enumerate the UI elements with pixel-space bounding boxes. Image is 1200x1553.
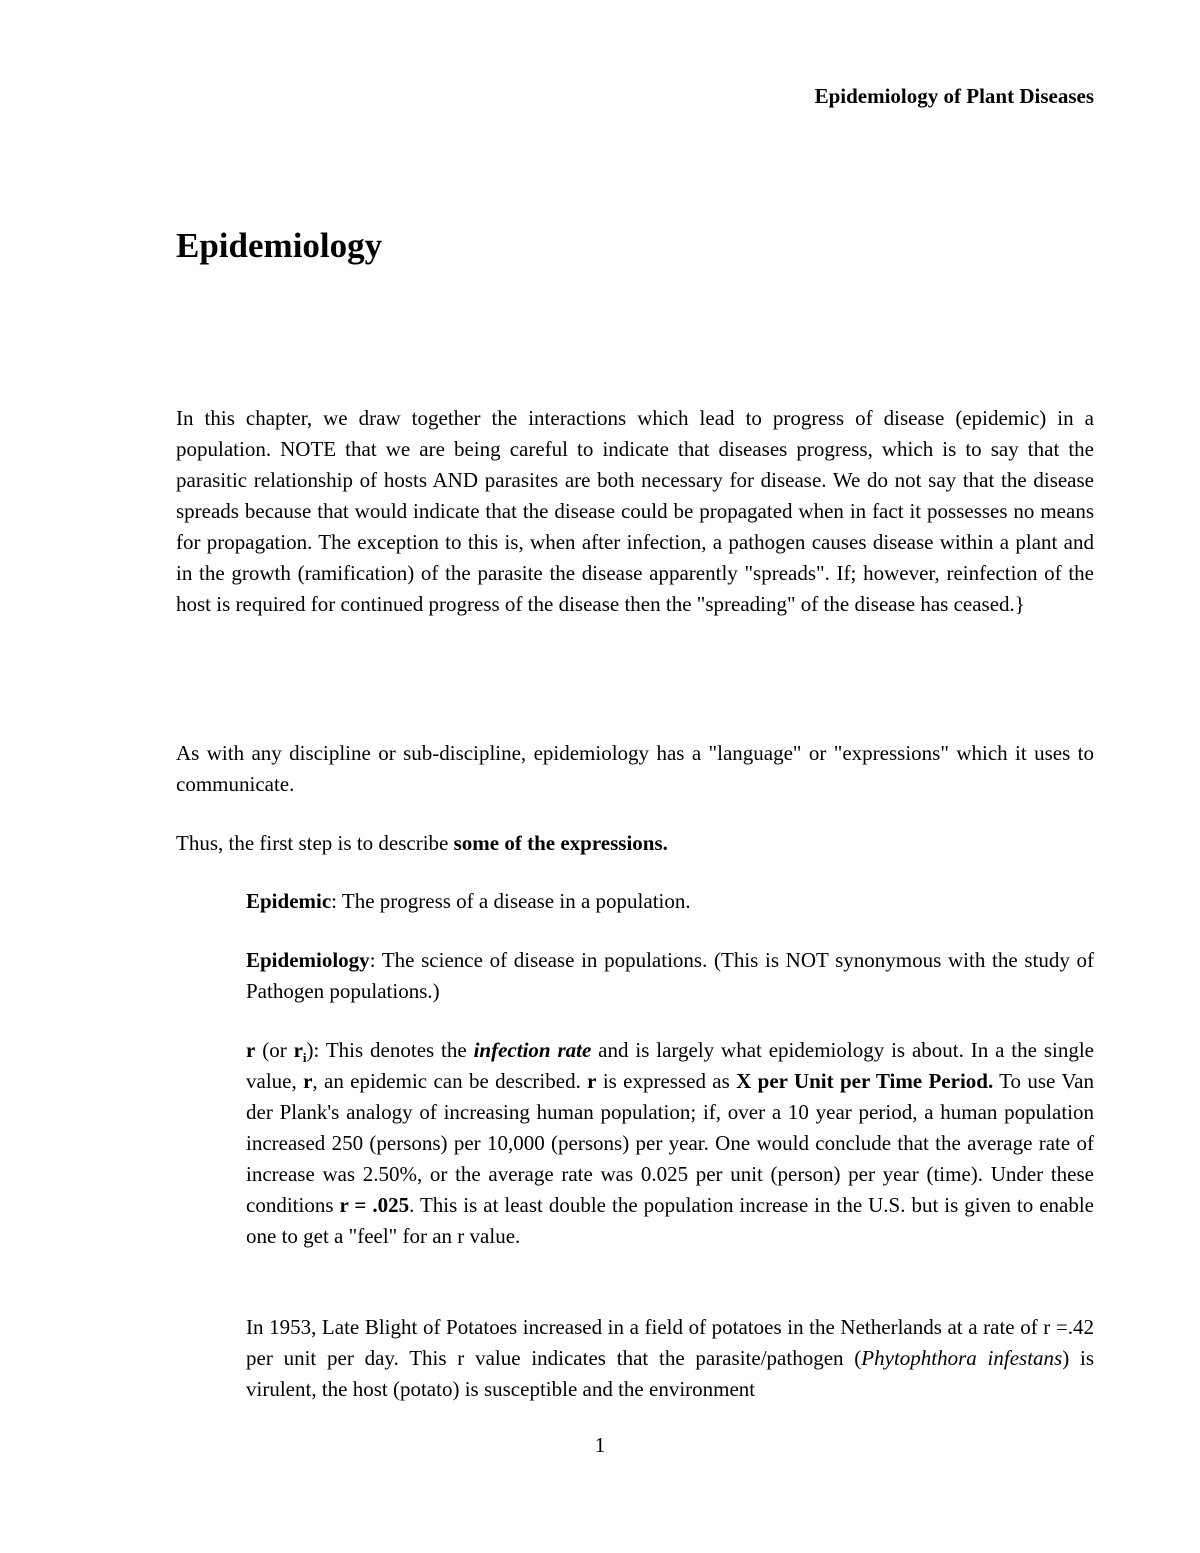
- species-name: Phytophthora infestans: [861, 1346, 1063, 1370]
- language-paragraph: As with any discipline or sub-discipline, epidemiology has a "language" or "expressions" which it uses to communicate.: [176, 741, 1094, 796]
- r-bold-2: r: [587, 1069, 597, 1093]
- intro-paragraph: In this chapter, we draw together the interactions which lead to progress of disease (epidemic) in a population. NOTE that we are being careful to indicate that diseases progress, which is to say that the parasitic relationship of hosts AND parasites are both necessary for disease. We do not say that the disease spreads because that would indicate that the disease could be propagated when in fact it possesses no means for propagation. The exception to this is, when after infection, a pathogen causes disease within a plant and in the growth (ramification) of the parasite the disease apparently "spreads". If; however, reinfection of the host is required for continued progress of the disease then the "spreading" of the disease has ceased.}: [176, 406, 1094, 616]
- page-title: Epidemiology: [176, 226, 383, 265]
- term-infection-rate: infection rate: [473, 1038, 592, 1062]
- definition-r-text-2: ): This denotes the: [306, 1038, 474, 1062]
- definition-r-text-1: (or: [255, 1038, 294, 1062]
- term-ri: [293, 1038, 307, 1066]
- expressions-intro-paragraph: [176, 828, 1094, 859]
- late-blight-text-2: ) is virulent, the host (potato) is susceptible and the environment: [246, 1346, 1095, 1401]
- late-blight-paragraph: [246, 1312, 1094, 1405]
- definition-r-text-6: To use Van der Plank's analogy of increasing human population; if, over a 10 year period, a human population increased 250 (persons) per 10,000 (persons) per year. One would conclude that the average rate of increase was 2.50%, or the average rate was 0.025 per unit (person) per year (time). Under these conditions: [246, 1069, 1094, 1217]
- late-blight-text-1: In 1953, Late Blight of Potatoes increased in a field of potatoes in the Netherlands at a rate of r =.42 per unit per day. This r value indicates that the parasite/pathogen (: [246, 1315, 1094, 1370]
- definition-r-text-7: . This is at least double the population increase in the U.S. but is given to enable one to get a "feel" for an r value.: [246, 1193, 1094, 1248]
- definition-epidemiology: [246, 945, 1094, 1007]
- running-header: Epidemiology of Plant Diseases: [814, 84, 1094, 108]
- unit-definition-bold: X per Unit per Time Period.: [736, 1069, 994, 1093]
- r-value-bold: r = .025: [339, 1193, 410, 1217]
- term-epidemic: Epidemic: [246, 889, 332, 913]
- term-epidemiology: Epidemiology: [246, 948, 370, 972]
- definition-epidemic-text: : The progress of a disease in a population.: [331, 889, 691, 913]
- page-number: 1: [594, 1433, 606, 1457]
- term-r: r: [246, 1038, 256, 1062]
- definition-r-text-3: and is largely what epidemiology is about. In a the single value,: [246, 1038, 1094, 1093]
- expressions-intro-text: Thus, the first step is to describe: [176, 831, 454, 855]
- r-bold-1: r: [303, 1069, 313, 1093]
- expressions-intro-bold: some of the expressions.: [453, 831, 668, 855]
- term-ri-subscript: i: [302, 1050, 307, 1066]
- definition-epidemic: [246, 886, 1094, 917]
- definition-r-text-5: is expressed as: [596, 1069, 737, 1093]
- definition-r: [246, 1035, 1094, 1252]
- term-ri-base: r: [293, 1038, 303, 1062]
- definition-r-text-4: , an epidemic can be described.: [312, 1069, 588, 1093]
- definition-epidemiology-text: : The science of disease in populations. (This is NOT synonymous with the study of Pathogen populations.): [246, 948, 1094, 1003]
